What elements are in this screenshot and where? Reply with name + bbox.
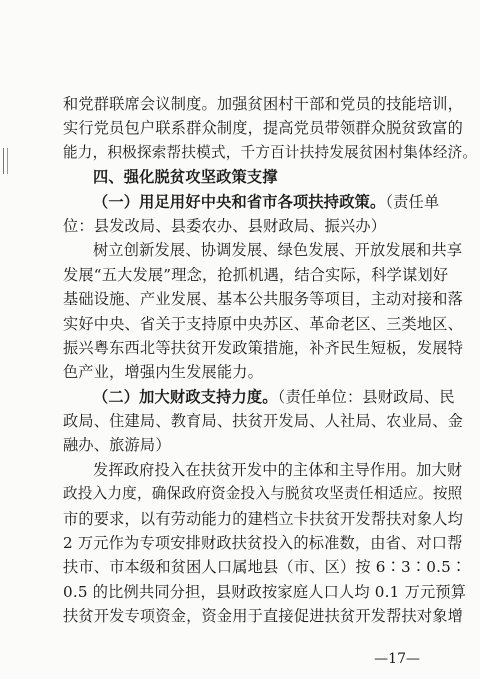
paragraph-line: 政局、住建局、教育局、扶贫开发局、人社局、农业局、金 [63,412,464,431]
subsection-title: （二）加大财政支持力度。 [93,387,278,406]
responsibility-note: （责任单 [385,192,440,211]
paragraph-line: 市的要求，以有劳动能力的建档立卡扶贫开发帮扶对象人均 [63,509,464,528]
paragraph-line: 振兴粤东西北等扶贫开发政策措施，补齐民生短板，发展特 [63,338,464,357]
subsection-heading-line [63,385,455,409]
paragraph-line: 政投入力度，确保政府资金投入与脱贫攻坚责任相适应。按照 [63,485,463,503]
paragraph-line: 扶贫开发专项资金，资金用于直接促进扶贫开发帮扶对象增 [63,607,464,626]
paragraph-line: 实行党员包户联系群众制度，提高党员带领群众脱贫致富的 [63,119,464,138]
section-heading: 四、强化脱贫攻坚政策支撑 [93,168,278,187]
subsection-title: （一）用足用好中央和省市各项扶持政策。 [93,192,386,211]
paragraph-line: 发挥政府投入在扶贫开发中的主体和主导作用。加大财 [93,460,463,479]
paragraph-line: 0.5 的比例共同分担，县财政按家庭人口人均 0.1 万元预算 [63,582,467,601]
page-number: —17— [374,651,420,667]
subsection-heading-line [63,190,440,214]
paragraph-line: 色产业，增强内生发展能力。 [63,363,264,382]
paragraph-line: 位：县发改局、县委农办、县财政局、振兴办） [63,216,387,235]
responsibility-note: （责任单位：县财政局、民 [277,387,455,406]
paragraph-line: 树立创新发展、协调发展、绿色发展、开放发展和共享 [93,241,463,260]
paragraph-line: 基础设施、产业发展、基本公共服务等项目，主动对接和落 [63,290,464,309]
paragraph-line: 和党群联席会议制度。加强贫困村干部和党员的技能培训， [63,95,464,113]
binding-hole-mark [3,148,8,174]
paragraph-line: 能力，积极探索帮扶模式，千方百计扶持发展贫困村集体经济。 [63,143,478,161]
body-text [63,92,478,629]
paragraph-line: 融办、旅游局） [63,436,171,455]
paragraph-line: 实好中央、省关于支持原中央苏区、革命老区、三类地区、 [63,314,464,333]
paragraph-line: 2 万元作为专项安排财政扶贫投入的标准数，由省、对口帮 [63,534,463,553]
paragraph-line: 发展“五大发展”理念，抢抓机遇，结合实际，科学谋划好 [63,265,449,284]
paragraph-line: 扶市、市本级和贫困人口属地县（市、区）按 6∶3∶0.5∶ [63,558,467,577]
